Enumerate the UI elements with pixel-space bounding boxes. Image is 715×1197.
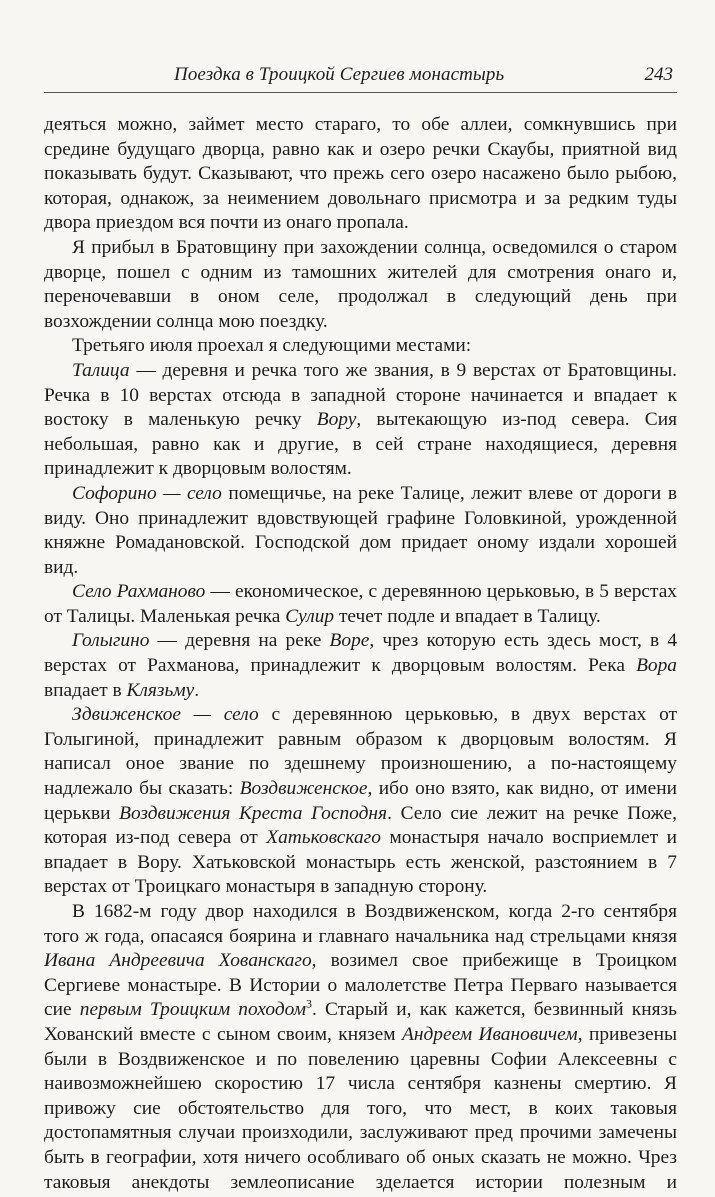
- paragraph: [44, 334, 677, 359]
- paragraph: [44, 900, 677, 1195]
- italic-text: Ивана Андреевича Хованскаго: [44, 950, 312, 972]
- text-run: — деревня и речка того же звания, в 9 верстах от Братовщины. Речка в 10 верстах отсюда в западной стороне начинается и впадает к востоку в маленькую речку: [44, 359, 677, 431]
- footnote-ref: 3: [306, 996, 312, 1011]
- italic-text: Село Рахманово: [72, 581, 206, 603]
- italic-text: Клязьму: [126, 679, 195, 701]
- paragraph: [44, 580, 677, 629]
- text-run: , ибо оно взято, как видно, от имени церькви: [44, 778, 677, 824]
- text-run: . Старый и, как кажется, безвинный князь Хованский вместе с сыном своим, князем: [44, 999, 677, 1045]
- text-run: деяться можно, займет место стараго, то обе аллеи, сомкнувшись при средине будущаго дворца, равно как и озеро речки Скаубы, приятной вид показывать будут. Сказывают, что прежь сего озеро насажено было рыбою, которая, однакож, за неимением довольнаго присмотра и за редким туды двора приездом вся почти из онаго пропала.: [44, 114, 677, 234]
- text-run: . Село сие лежит на речке Поже, которая из-под севера от: [44, 802, 678, 849]
- italic-text: Голыгино: [72, 630, 150, 652]
- paragraph: [44, 629, 677, 703]
- paragraph: [44, 703, 677, 900]
- italic-text: Вора: [636, 655, 677, 677]
- text-run: с деревянною церьковью, в двух верстах от Голыгиной, принадлежит равным образом к дворцовым волостям. Я написал оное звание по здешнему произношению, а по-настоящему надлежало бы сказать:: [44, 704, 677, 800]
- paragraph: [44, 236, 677, 334]
- text-run: В 1682-м году двор находился в Воздвиженском, когда 2-го сентября того ж года, опасаяся боярина и главнаго начальника над стрельцами князя: [44, 901, 677, 947]
- page-number: 243: [644, 64, 673, 85]
- text-run: Я прибыл в Братовщину при захождении солнца, осведомился о старом дворце, пошел с одним из тамошних жителей для смотрения онаго и, переночевавши в оном селе, продолжал в следующий день при возхождении солнца мою поездку.: [44, 236, 677, 332]
- text-run: впадает в: [44, 679, 127, 701]
- text-run: Третьяго июля проехал я следующими местами:: [72, 335, 472, 357]
- text-run: , вытекающую из-под севера. Сия небольшая, равно как и другие, в сей стране находящиеся, деревня принадлежит к дворцовым волостям.: [44, 409, 677, 480]
- italic-text: Воздвиженское: [239, 778, 368, 800]
- italic-text: Воздвижения Креста Господня: [119, 802, 388, 824]
- running-header: [44, 58, 677, 93]
- running-title: Поездка в Троицкой Сергиев монастырь: [174, 64, 505, 85]
- italic-text: Воре: [329, 630, 370, 652]
- italic-text: Андреем Ивановичем: [402, 1023, 578, 1045]
- text-run: , привезены были в Воздвиженское и по повелению царевны Софии Алексеевны с наивозможнейшею скоростию 17 числа сентября казнены смертию. Я привожу сие обстоятельство для того, что мест, в коих таковыя достопамятныя случаи произходили, заслуживают пред прочими замечены быть в географии, хотя ничего особливаго об оных сказать не можно. Чрез таковыя анекдоты землеописание зделается истории полезным и: [44, 1023, 677, 1193]
- text-run: течет подле и впадает в Талицу.: [334, 605, 601, 627]
- text-run: — деревня на реке: [149, 630, 330, 652]
- text-run: , чрез которую есть здесь мост, в 4 верстах от Рахманова, принадлежит к дворцовым волостям. Река: [44, 630, 678, 677]
- text-run: .: [194, 679, 200, 701]
- text-run: монастыря начало восприемлет и впадает в Вору. Хатьковской монастырь есть женской, разстоянием в 7 верстах от Троицкаго монастыря в западную сторону.: [44, 827, 677, 898]
- italic-text: Сулир: [285, 605, 335, 627]
- italic-text: первым Троицким походом: [79, 999, 306, 1021]
- italic-text: Здвиженское — село: [72, 704, 259, 726]
- italic-text: Софорино — село: [72, 482, 222, 504]
- text-run: — економическое, с деревянною церьковью, в 5 верстах от Талицы. Маленькая речка: [44, 581, 678, 627]
- italic-text: Талица: [72, 359, 130, 381]
- paragraph: [44, 113, 677, 236]
- text-run: , возимел свое прибежище в Троицком Сергиеве монастыре. В Истории о малолетстве Петра Перваго называется сие: [44, 950, 677, 1021]
- italic-text: Хатьковскаго: [266, 827, 381, 849]
- italic-text: Вору: [316, 409, 357, 431]
- paragraph: [44, 359, 677, 482]
- body-text: [44, 113, 677, 1195]
- paragraph: [44, 482, 677, 580]
- text-run: помещичье, на реке Талице, лежит влеве от дороги в виду. Оно принадлежит вдовствующей графине Головкиной, урожденной княжне Ромадановской. Господской дом придает оному издали хорошей вид.: [44, 482, 677, 578]
